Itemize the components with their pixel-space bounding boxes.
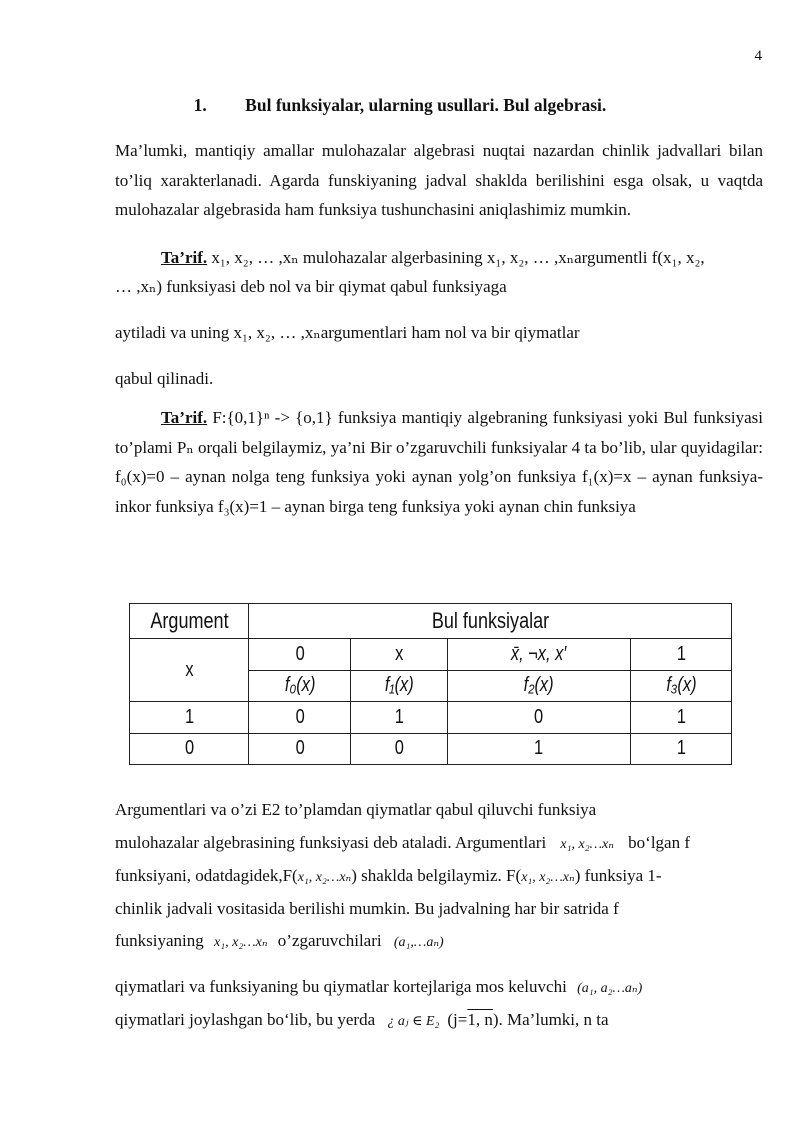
section-heading xyxy=(0,95,800,116)
math-expression: x₁, x₂…xₙ xyxy=(521,870,575,885)
math-expression: 1, n xyxy=(467,1010,493,1029)
after-line-2 xyxy=(115,833,690,853)
after-line-5 xyxy=(115,931,444,951)
definition-2-text: F:{0,1}ⁿ -> {o,1} funksiya mantiqiy algebraning funksiyasi yoki Bul funksiyasi to’plami Pₙ orqali belgilaymiz, ya’ni Bir o’zgaruvchili funksiyalar 4 ta bo’lib, ular quyidagilar: f₀(x)=0 – aynan nolga teng funksiya yoki aynan yolg’on funksiya f₁(x)=x – aynan funksiya- inkor funksiya f₃(x)=1 – aynan birga teng funksiya yoki aynan chin funksiya xyxy=(115,408,763,516)
function-name-f2: f₂(x) xyxy=(464,670,614,702)
definition-1-line-3: aytiladi va uning x₁, x₂, … ,xₙargumentlari ham nol va bir qiymatlar xyxy=(115,323,580,342)
table-cell: 1 xyxy=(359,702,438,734)
table-cell: x̄, ¬x, x′ xyxy=(464,639,614,671)
table-cell: 1 xyxy=(464,733,614,765)
table-values-row xyxy=(130,639,732,671)
text-segment: ) shaklda belgilaymiz. F( xyxy=(351,866,522,885)
after-line-6 xyxy=(115,977,642,997)
table-cell: 0 xyxy=(359,733,438,765)
math-expression: x₁, x₂…xₙ xyxy=(297,870,352,885)
math-expression: (a₁,…aₙ) xyxy=(393,935,444,950)
table-cell: 0 xyxy=(258,733,342,765)
definition-2-paragraph xyxy=(115,403,763,521)
text-segment: ). Ma’lumki, n ta xyxy=(492,1010,609,1029)
header-argument: Argument xyxy=(140,604,238,639)
text-segment: funksiyani, odatdagidek,F( xyxy=(115,866,298,885)
definition-label: Ta’rif. xyxy=(161,408,208,427)
table-cell: 0 xyxy=(140,733,238,765)
page-number: 4 xyxy=(754,48,762,64)
section-number: 1. xyxy=(193,95,207,115)
function-name-f0: f₀(x) xyxy=(258,670,342,702)
text-segment: ) funksiya 1- xyxy=(574,866,662,885)
table-cell: 1 xyxy=(640,639,723,671)
text-segment: qiymatlari joylashgan bo‘lib, bu yerda xyxy=(115,1010,376,1029)
definition-1-text-1: x₁, x₂, … ,xₙ mulohazalar algerbasining x₁, x₂, … ,xₙargumentli f(x₁, x₂, xyxy=(211,248,705,267)
table-cell: 1 xyxy=(640,702,723,734)
table-cell: 1 xyxy=(140,702,238,734)
text-segment: mulohazalar algebrasining funksiyasi deb ataladi. Argumentlari xyxy=(115,833,547,852)
function-name-f1: f₁(x) xyxy=(359,670,438,702)
definition-label: Ta’rif. xyxy=(161,248,208,267)
text-segment: (j= xyxy=(447,1010,468,1029)
section-title: Bul funksiyalar, ularning usullari. Bul algebrasi. xyxy=(245,95,607,115)
table-header-row xyxy=(130,604,732,639)
intro-paragraph: Ma’lumki, mantiqiy amallar mulohazalar algebrasi nuqtai nazardan chinlik jadvallari bilan to’liq xarakterlanadi. Agarda funskiyaning jadval shaklda berilishini esga olsak, u vaqtda mulohazalar algebrasida ham funksiya tushunchasini aniqlashimiz mumkin. xyxy=(115,141,763,219)
text-segment: qiymatlari va funksiyaning bu qiymatlar kortejlariga mos keluvchi xyxy=(115,977,567,996)
table-row xyxy=(130,702,732,734)
definition-1-line-2: … ,xₙ) funksiyasi deb nol va bir qiymat qabul funksiyaga xyxy=(115,277,507,296)
math-expression: x₁, x₂…xₙ xyxy=(560,837,614,852)
definition-1-line-4: qabul qilinadi. xyxy=(115,369,214,388)
table-cell: 0 xyxy=(258,639,342,671)
math-expression: ¿ aⱼ ∈ E₂ xyxy=(387,1014,440,1029)
table-cell: x xyxy=(359,639,438,671)
after-line-3 xyxy=(115,866,662,886)
math-expression: (a₁, a₂…aₙ) xyxy=(577,981,643,996)
table-cell: 1 xyxy=(640,733,723,765)
text-segment: o’zgaruvchilari xyxy=(277,931,382,950)
table-cell: 0 xyxy=(464,702,614,734)
after-line-7 xyxy=(115,1010,609,1030)
text-segment: bo‘lgan f xyxy=(628,833,691,852)
math-expression: x₁, x₂…xₙ xyxy=(214,935,268,950)
text-segment: funksiyaning xyxy=(115,931,204,950)
table-row xyxy=(130,733,732,765)
after-line-1: Argumentlari va o’zi E2 to’plamdan qiymatlar qabul qiluvchi funksiya xyxy=(115,800,597,819)
argument-label: x xyxy=(140,639,238,702)
table-cell: 0 xyxy=(258,702,342,734)
header-functions: Bul funksiyalar xyxy=(292,604,688,639)
boolean-functions-table xyxy=(129,603,732,765)
definition-1-line-1 xyxy=(161,248,705,268)
after-line-4: chinlik jadvali vositasida berilishi mumkin. Bu jadvalning har bir satrida f xyxy=(115,899,619,918)
function-name-f3: f₃(x) xyxy=(640,670,723,702)
